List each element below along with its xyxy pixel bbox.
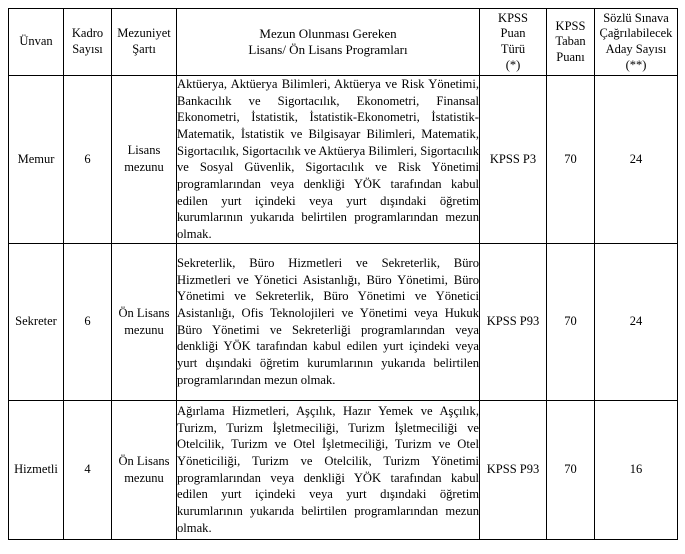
header-unvan: Ünvan: [9, 9, 64, 76]
cell-kadro-sayisi: 4: [64, 400, 112, 539]
cell-unvan: Hizmetli: [9, 400, 64, 539]
table-body: [9, 76, 678, 540]
table-row: [9, 76, 678, 244]
cell-aday-sayisi: 24: [595, 76, 678, 244]
header-kpss-puan-turu: KPSS Puan Türü (*): [480, 9, 547, 76]
positions-table: [8, 8, 678, 540]
cell-kpss-puan-turu: KPSS P93: [480, 243, 547, 400]
cell-mezuniyet-sarti: Ön Lisans mezunu: [112, 400, 177, 539]
header-kadro-sayisi: Kadro Sayısı: [64, 9, 112, 76]
cell-unvan: Sekreter: [9, 243, 64, 400]
cell-mezuniyet-sarti: Lisans mezunu: [112, 76, 177, 244]
header-kpss-taban-puani: KPSS Taban Puanı: [547, 9, 595, 76]
cell-kadro-sayisi: 6: [64, 76, 112, 244]
cell-programlar: Aktüerya, Aktüerya Bilimleri, Aktüerya ve Risk Yönetimi, Bankacılık ve Sigortacılık, Ekonometri, Finansal Ekonometri, İstatistik, İstatistik-Ekonometri, İstatistik-Matematik, İstatistik ve Bilgisayar Bilimleri, Matematik, Sigortacılık, Sigortacılık ve Aktüerya Bilimleri, Sigortacılık ve Sosyal Güvenlik, Sigortacılık ve Risk Yönetimi programlarından veya denkliği YÖK tarafından kabul edilen yurt içindeki veya yurt dışındaki öğretim kurumlarının yukarıda belirtilen programlarından mezun olmak.: [177, 76, 480, 244]
table-row: [9, 243, 678, 400]
table-row: [9, 400, 678, 539]
table-header: [9, 9, 678, 76]
header-mezuniyet-sarti: Mezuniyet Şartı: [112, 9, 177, 76]
cell-aday-sayisi: 24: [595, 243, 678, 400]
cell-kpss-puan-turu: KPSS P93: [480, 400, 547, 539]
cell-aday-sayisi: 16: [595, 400, 678, 539]
cell-mezuniyet-sarti: Ön Lisans mezunu: [112, 243, 177, 400]
header-row: [9, 9, 678, 76]
cell-kpss-taban-puani: 70: [547, 400, 595, 539]
cell-kadro-sayisi: 6: [64, 243, 112, 400]
header-programlar: Mezun Olunması Gereken Lisans/ Ön Lisans Programları: [177, 9, 480, 76]
cell-kpss-puan-turu: KPSS P3: [480, 76, 547, 244]
cell-kpss-taban-puani: 70: [547, 243, 595, 400]
cell-unvan: Memur: [9, 76, 64, 244]
header-aday-sayisi: Sözlü Sınava Çağrılabilecek Aday Sayısı (**): [595, 9, 678, 76]
cell-programlar: Ağırlama Hizmetleri, Aşçılık, Hazır Yemek ve Aşçılık, Turizm, Turizm İşletmeciliği, Turizm İşletmeciliği ve Otelcilik, Turizm ve Otel İşletmeciliği, Turizm ve Otel Yöneticiliği, Turizm ve Otelcilik, Turizm Yönetimi programlarından veya denkliği YÖK tarafından kabul edilen yurt içindeki veya yurt dışındaki öğretim kurumlarının yukarıda belirtilen programlarından mezun olmak.: [177, 400, 480, 539]
cell-kpss-taban-puani: 70: [547, 76, 595, 244]
cell-programlar: Sekreterlik, Büro Hizmetleri ve Sekreterlik, Büro Hizmetleri ve Yönetici Asistanlığı, Büro Yönetimi, Büro Yönetimi ve Sekreterlik, Büro Yönetimi ve Yönetici Asistanlığı, Ofis Teknolojileri ve Yönetimi veya Hukuk Büro Yönetimi ve Sekreterliği programlarından veya denkliği YÖK tarafından kabul edilen yurt içindeki veya yurt dışındaki öğretim kurumlarının yukarıda belirtilen programlarından mezun olmak.: [177, 243, 480, 400]
